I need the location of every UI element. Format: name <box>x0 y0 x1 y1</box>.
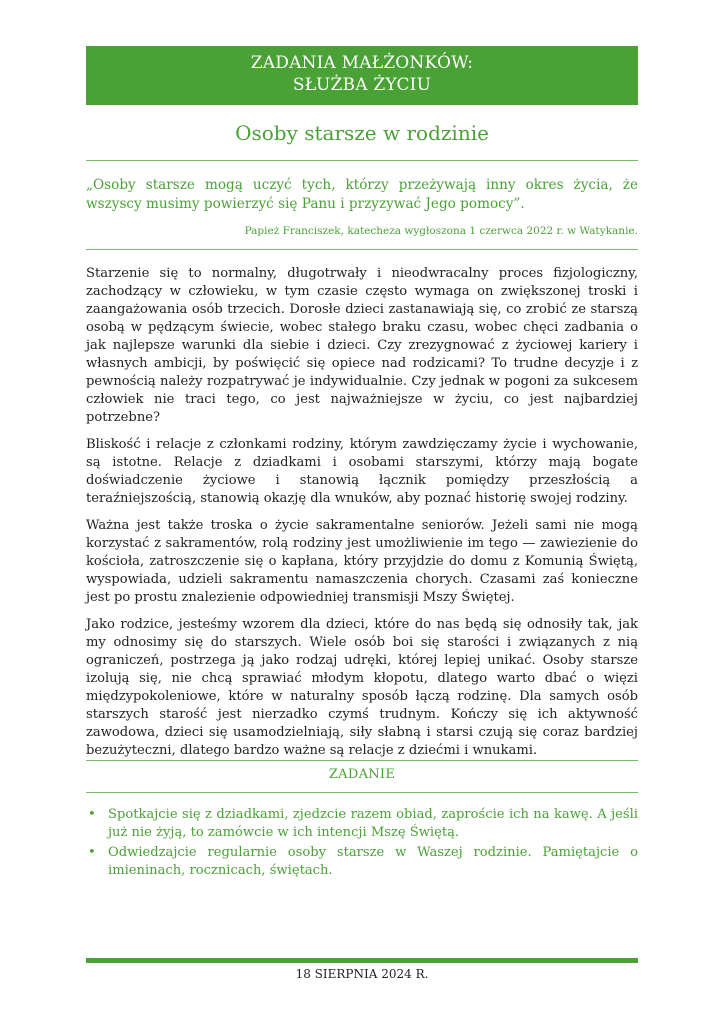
divider-quote <box>86 249 638 250</box>
divider-task-top <box>86 760 638 761</box>
list-item <box>86 844 638 880</box>
footer-date: 18 SIERPNIA 2024 R. <box>295 967 429 981</box>
paragraph: Ważna jest także troska o życie sakramentalne seniorów. Jeżeli sami nie mogą korzystać z sakramentów, rolą rodziny jest umożliwienie im tego — zawiezienie do kościoła, zatroszczenie się o kapłana, który przyjdzie do domu z Komunią Świętą, wyspowiada, udzieli sakramentu namaszczenia chorych. Czasami zaś konieczne jest po prostu znalezienie odpowiedniej transmisji Mszy Świętej. <box>86 518 638 605</box>
paragraph: Bliskość i relacje z członkami rodziny, którym zawdzięczamy życie i wychowanie, są istotne. Relacje z dziadkami i osobami starszymi, którzy mają bogate doświadczenie życiowe i stanowią łącznik pomiędzy przeszłością a teraźniejszością, stanowią okazję dla wnuków, aby poznać historię swojej rodziny. <box>86 437 638 506</box>
divider-top <box>86 160 638 161</box>
footer-bar <box>86 958 638 963</box>
list-item <box>86 806 638 842</box>
task-heading: ZADANIE <box>328 767 396 782</box>
title-banner <box>86 46 638 105</box>
bullet-icon: • <box>88 807 96 822</box>
title-line-1: ZADANIA MAŁŻONKÓW: <box>250 53 474 73</box>
quote-attribution: Papież Franciszek, katecheza wygłoszona 1 czerwca 2022 r. w Watykanie. <box>244 225 638 237</box>
quote-text: „Osoby starsze mogą uczyć tych, którzy przeżywają inny okres życia, że wszyscy musimy powierzyć się Panu i przyzywać Jego pomocy”. <box>86 177 638 212</box>
title-line-2: SŁUŻBA ŻYCIU <box>292 75 432 95</box>
paragraph: Starzenie się to normalny, długotrwały i nieodwracalny proces fizjologiczny, zachodzący w człowieku, w tym czasie często wymaga on zwiększonej troski i zaangażowania osób trzecich. Dorosłe dzieci zastanawiają się, co zrobić ze starszą osobą w pędzącym świecie, wobec stałego braku czasu, wobec chęci zadbania o jak najlepsze warunki dla siebie i dzieci. Czy zrezygnować z życiowej kariery i własnych ambicji, by poświęcić się opiece nad rodzicami? To trudne decyzje i z pewnością należy rozpatrywać je indywidualnie. Czy jednak w pogoni za sukcesem człowiek nie traci tego, co jest najważniejsze w życiu, co jest najbardziej potrzebne? <box>86 266 638 425</box>
bullet-icon: • <box>88 845 96 860</box>
task-item-text: Odwiedzajcie regularnie osoby starsze w Waszej rodzinie. Pamiętajcie o imieninach, rocznicach, świętach. <box>108 845 638 878</box>
task-list <box>86 806 638 882</box>
task-item-text: Spotkajcie się z dziadkami, zjedzcie razem obiad, zaproście ich na kawę. A jeśli już nie żyją, to zamówcie w ich intencji Mszę Świętą. <box>108 807 638 840</box>
paragraph: Jako rodzice, jesteśmy wzorem dla dzieci, które do nas będą się odnosiły tak, jak my odnosimy się do starszych. Wiele osób boi się starości i związanych z nią ograniczeń, postrzega ją jako rodzaj udręki, której lepiej unikać. Osoby starsze izolują się, nie chcą sprawiać młodym kłopotu, dlatego warto dbać o więzi międzypokoleniowe, które w naturalny sposób łączą rodzinę. Dla samych osób starszych starość jest nierzadko czymś trudnym. Kończy się ich aktywność zawodowa, dzieci się usamodzielniają, siły słabną i starsi czują się coraz bardziej bezużyteczni, dlatego bardzo ważne są relacje z dziećmi i wnukami. <box>86 617 638 758</box>
divider-task-bottom <box>86 792 638 793</box>
page-subtitle: Osoby starsze w rodzinie <box>235 121 489 145</box>
article-body <box>86 265 638 769</box>
